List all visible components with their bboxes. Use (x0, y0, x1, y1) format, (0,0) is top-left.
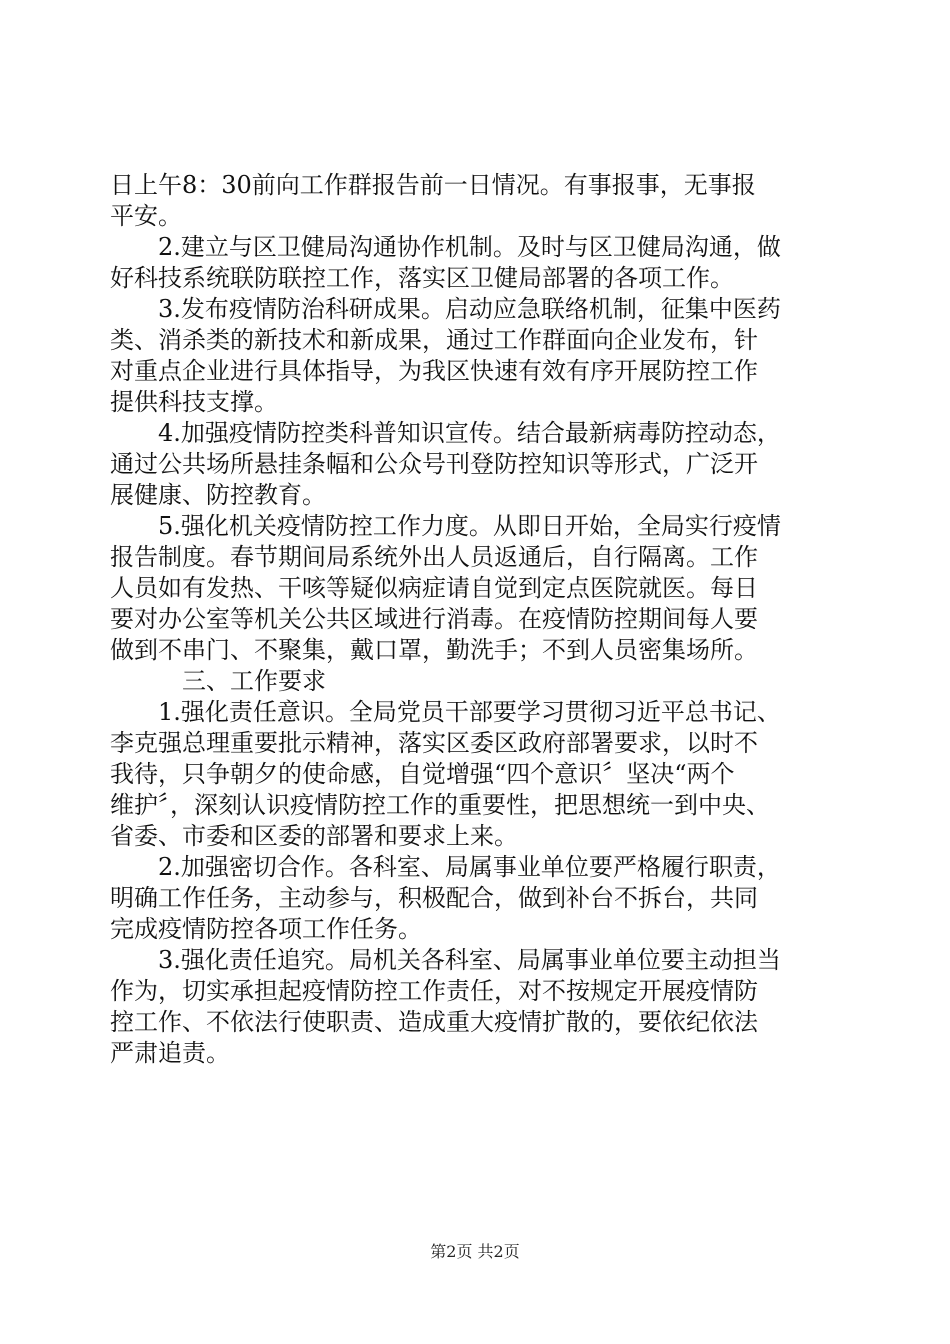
text-line: 我待，只争朝夕的使命感，自觉增强“四个意识〞坚决“两个 (110, 760, 735, 788)
paragraph-item-4: 4.加强疫情防控类科普知识宣传。结合最新病毒防控动态， (158, 419, 781, 447)
text-line: 要对办公室等机关公共区域进行消毒。在疫情防控期间每人要 (110, 605, 758, 633)
text-line: 维护〞，深刻认识疫情防控工作的重要性，把思想统一到中央、 (110, 791, 770, 819)
text-line: 控工作、不依法行使职责、造成重大疫情扩散的，要依纪依法 (110, 1008, 758, 1036)
page-number-footer: 第2页 共2页 (430, 1242, 520, 1261)
paragraph-item-2: 2.建立与区卫健局沟通协作机制。及时与区卫健局沟通，做 (158, 233, 781, 261)
text-line: 日上午8：30前向工作群报告前一日情况。有事报事，无事报 (110, 171, 756, 199)
text-line: 做到不串门、不聚集，戴口罩，勤洗手；不到人员密集场所。 (110, 636, 758, 664)
text-line: 严肃追责。 (110, 1039, 230, 1067)
paragraph-item-5: 5.强化机关疫情防控工作力度。从即日开始，全局实行疫情 (158, 512, 781, 540)
text-line: 平安。 (110, 202, 182, 230)
text-line: 作为，切实承担起疫情防控工作责任，对不按规定开展疫情防 (110, 977, 758, 1005)
text-line: 明确工作任务，主动参与，积极配合，做到补台不拆台，共同 (110, 884, 758, 912)
text-line: 完成疫情防控各项工作任务。 (110, 915, 422, 943)
document-body (110, 170, 840, 1069)
text-line: 提供科技支撑。 (110, 388, 278, 416)
text-line: 展健康、防控教育。 (110, 481, 326, 509)
paragraph-item-3: 3.发布疫情防治科研成果。启动应急联络机制，征集中医药 (158, 295, 781, 323)
text-line: 好科技系统联防联控工作，落实区卫健局部署的各项工作。 (110, 264, 734, 292)
requirement-item-1: 1.强化责任意识。全局党员干部要学习贯彻习近平总书记、 (158, 698, 781, 726)
section-heading: 三、工作要求 (182, 667, 326, 695)
text-line: 报告制度。春节期间局系统外出人员返通后，自行隔离。工作 (110, 543, 758, 571)
text-line: 对重点企业进行具体指导，为我区快速有效有序开展防控工作 (110, 357, 758, 385)
requirement-item-3: 3.强化责任追究。局机关各科室、局属事业单位要主动担当 (158, 946, 781, 974)
text-line: 人员如有发热、干咳等疑似病症请自觉到定点医院就医。每日 (110, 574, 758, 602)
text-line: 省委、市委和区委的部署和要求上来。 (110, 822, 518, 850)
text-line: 类、消杀类的新技术和新成果，通过工作群面向企业发布，针 (110, 326, 758, 354)
text-line: 通过公共场所悬挂条幅和公众号刊登防控知识等形式，广泛开 (110, 450, 758, 478)
text-line: 李克强总理重要批示精神，落实区委区政府部署要求，以时不 (110, 729, 758, 757)
requirement-item-2: 2.加强密切合作。各科室、局属事业单位要严格履行职责， (158, 853, 781, 881)
